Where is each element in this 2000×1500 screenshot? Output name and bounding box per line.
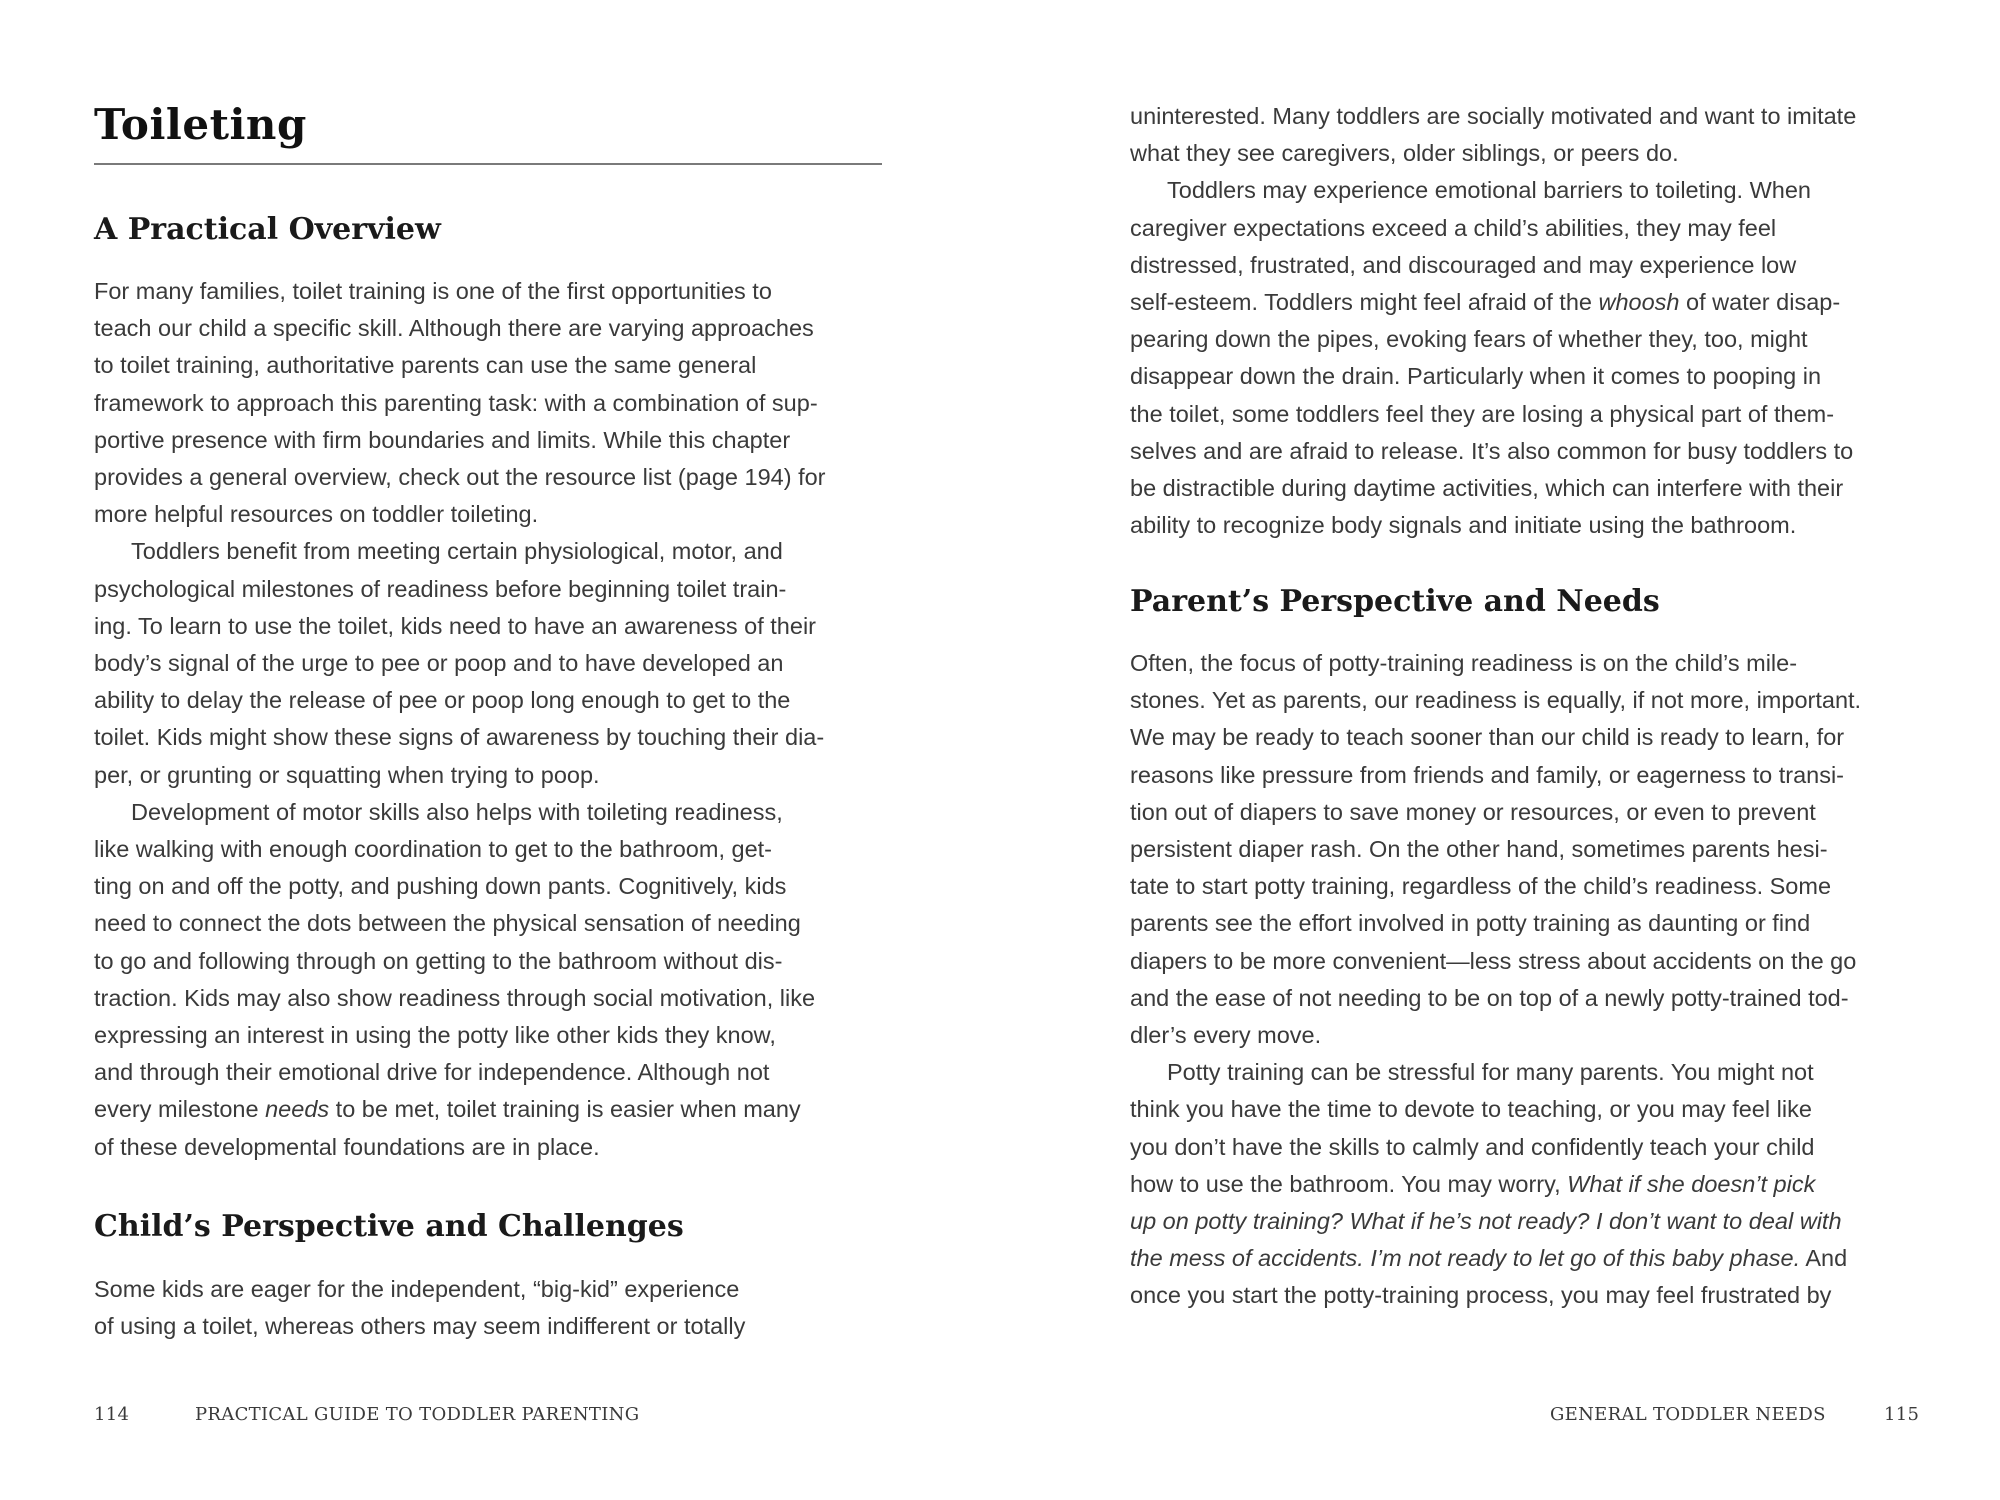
- paragraph-continued: [1130, 98, 1930, 544]
- text-line: what they see caregivers, older siblings, or peers do.: [1130, 140, 1679, 167]
- text-line: [1130, 1166, 1930, 1203]
- left-page: [94, 0, 882, 1500]
- text-line: stones. Yet as parents, our readiness is equally, if not more, important.: [1130, 687, 1862, 714]
- text-line: tate to start potty training, regardless of the child’s readiness. Some: [1130, 873, 1832, 900]
- text-line: [1130, 284, 1930, 321]
- text-line: teach our child a specific skill. Although there are varying approaches: [94, 315, 814, 342]
- text-line: ability to delay the release of pee or poop long enough to get to the: [94, 687, 791, 714]
- text-run: of water disap-: [1679, 289, 1841, 316]
- text-run: how to use the bathroom. You may worry,: [1130, 1170, 1568, 1197]
- page-number-left: 114: [94, 1404, 130, 1425]
- chapter-title: Toileting: [94, 100, 307, 149]
- text-line: think you have the time to devote to teaching, or you may feel like: [1130, 1096, 1812, 1123]
- text-run: to be met, toilet training is easier when many: [329, 1096, 801, 1123]
- right-page: [1130, 0, 1920, 1500]
- title-rule: [94, 163, 882, 165]
- text-line: ability to recognize body signals and initiate using the bathroom.: [1130, 512, 1797, 539]
- running-title-right: GENERAL TODDLER NEEDS: [1550, 1404, 1826, 1425]
- text-line: psychological milestones of readiness before beginning toilet train-: [94, 575, 787, 602]
- text-line: need to connect the dots between the physical sensation of needing: [94, 910, 801, 937]
- text-line: selves and are afraid to release. It’s also common for busy toddlers to: [1130, 437, 1854, 464]
- text-line: body’s signal of the urge to pee or poop and to have developed an: [94, 650, 784, 677]
- emphasis-text: whoosh: [1598, 289, 1680, 316]
- text-line: pearing down the pipes, evoking fears of whether they, too, might: [1130, 326, 1808, 353]
- text-line: Development of motor skills also helps with toileting readiness,: [131, 798, 783, 825]
- page-number-right: 115: [1884, 1404, 1920, 1425]
- section-heading-parents-perspective: Parent’s Perspective and Needs: [1130, 584, 1660, 619]
- text-line: dler’s every move.: [1130, 1022, 1322, 1049]
- text-line: Some kids are eager for the independent, “big-kid” experience: [94, 1276, 740, 1302]
- running-title-left: PRACTICAL GUIDE TO TODDLER PARENTING: [195, 1404, 640, 1425]
- text-line: framework to approach this parenting task: with a combination of sup-: [94, 389, 818, 416]
- text-line: persistent diaper rash. On the other hand, sometimes parents hesi-: [1130, 836, 1828, 863]
- text-line: portive presence with firm boundaries and limits. While this chapter: [94, 426, 791, 453]
- text-line: disappear down the drain. Particularly when it comes to pooping in: [1130, 363, 1822, 390]
- text-line: reasons like pressure from friends and family, or eagerness to transi-: [1130, 761, 1845, 788]
- text-line: and through their emotional drive for independence. Although not: [94, 1059, 770, 1086]
- text-line: ing. To learn to use the toilet, kids need to have an awareness of their: [94, 612, 816, 639]
- text-line: distressed, frustrated, and discouraged and may experience low: [1130, 251, 1797, 278]
- text-line: like walking with enough coordination to get to the bathroom, get-: [94, 836, 773, 863]
- text-line: you don’t have the skills to calmly and confidently teach your child: [1130, 1133, 1815, 1160]
- text-line: more helpful resources on toddler toileting.: [94, 501, 539, 528]
- section-heading-practical-overview: A Practical Overview: [94, 212, 441, 247]
- paragraph-overview: [94, 273, 894, 1166]
- text-line: traction. Kids may also show readiness through social motivation, like: [94, 984, 816, 1011]
- text-line: per, or grunting or squatting when trying to poop.: [94, 761, 600, 788]
- text-line: ting on and off the potty, and pushing down pants. Cognitively, kids: [94, 873, 787, 900]
- text-line: We may be ready to teach sooner than our child is ready to learn, for: [1130, 724, 1845, 751]
- text-line: provides a general overview, check out the resource list (page 194) for: [94, 464, 826, 491]
- text-line: parents see the effort involved in potty training as daunting or find: [1130, 910, 1811, 937]
- text-line: For many families, toilet training is one of the first opportunities to: [94, 278, 772, 304]
- emphasis-text: needs: [265, 1096, 330, 1123]
- text-line: tion out of diapers to save money or resources, or even to prevent: [1130, 798, 1816, 825]
- text-line: caregiver expectations exceed a child’s abilities, they may feel: [1130, 214, 1777, 241]
- paragraph-parent-perspective: [1130, 645, 1930, 1315]
- text-line: to go and following through on getting to the bathroom without dis-: [94, 947, 783, 974]
- text-line: [94, 1091, 894, 1128]
- text-run: every milestone: [94, 1096, 266, 1123]
- text-run: self-esteem. Toddlers might feel afraid of the: [1130, 289, 1599, 316]
- text-line: and the ease of not needing to be on top of a newly potty-trained tod-: [1130, 984, 1849, 1011]
- text-line: expressing an interest in using the potty like other kids they know,: [94, 1022, 776, 1049]
- emphasis-text: up on potty training? What if he’s not ready? I don’t want to deal with: [1130, 1208, 1842, 1235]
- text-run: And: [1800, 1245, 1848, 1272]
- text-line: of using a toilet, whereas others may seem indifferent or totally: [94, 1313, 746, 1340]
- text-line: be distractible during daytime activities, which can interfere with their: [1130, 475, 1844, 502]
- emphasis-text: the mess of accidents. I’m not ready to let go of this baby phase.: [1130, 1245, 1801, 1272]
- text-line: Potty training can be stressful for many parents. You might not: [1167, 1059, 1814, 1086]
- text-line: Toddlers benefit from meeting certain physiological, motor, and: [131, 538, 783, 565]
- text-line: Toddlers may experience emotional barriers to toileting. When: [1167, 177, 1811, 204]
- text-line: the toilet, some toddlers feel they are losing a physical part of them-: [1130, 400, 1835, 427]
- text-line: Often, the focus of potty-training readiness is on the child’s mile-: [1130, 650, 1798, 676]
- text-line: diapers to be more convenient—less stress about accidents on the go: [1130, 947, 1857, 974]
- text-line: uninterested. Many toddlers are socially motivated and want to imitate: [1130, 103, 1857, 129]
- emphasis-text: What if she doesn’t pick: [1567, 1170, 1816, 1197]
- text-line: [1130, 1203, 1930, 1240]
- text-line: to toilet training, authoritative parents can use the same general: [94, 352, 757, 379]
- text-line: of these developmental foundations are in place.: [94, 1133, 600, 1160]
- section-heading-childs-perspective: Child’s Perspective and Challenges: [94, 1209, 684, 1244]
- paragraph-child-perspective: [94, 1271, 894, 1345]
- text-line: toilet. Kids might show these signs of awareness by touching their dia-: [94, 724, 825, 751]
- text-line: once you start the potty-training process, you may feel frustrated by: [1130, 1282, 1832, 1309]
- text-line: [1130, 1240, 1930, 1277]
